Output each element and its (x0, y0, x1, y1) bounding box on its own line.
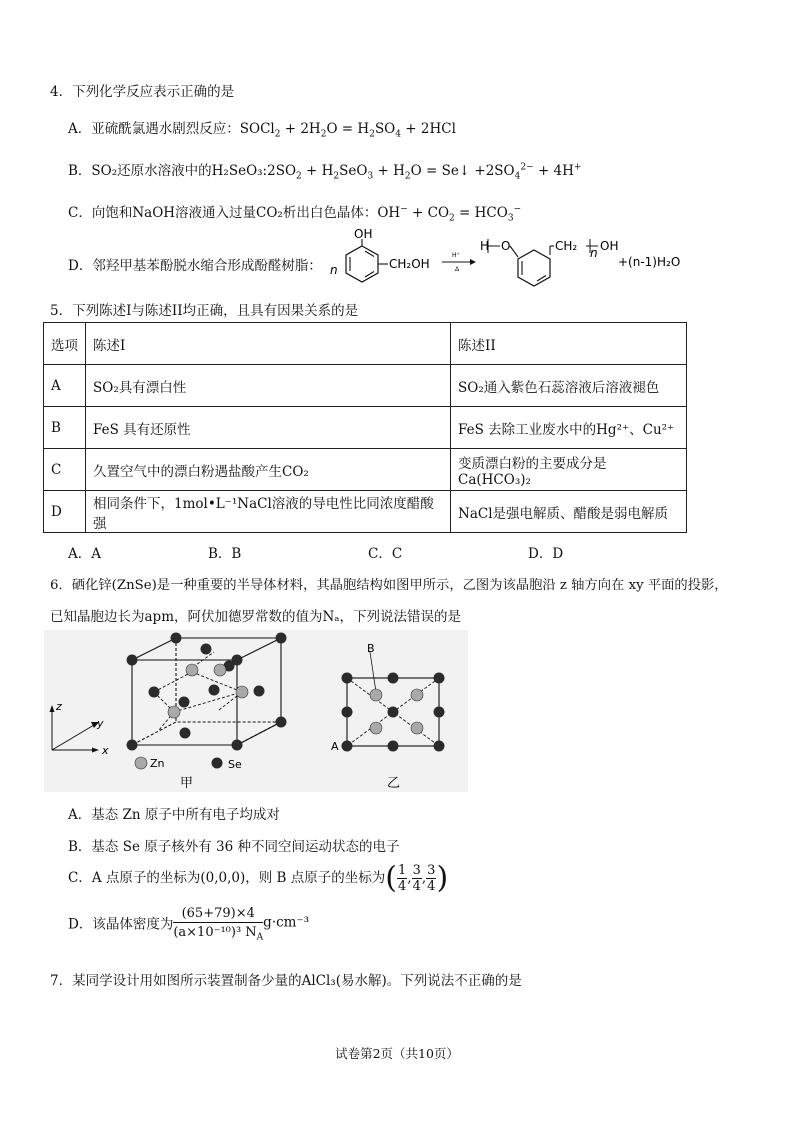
q4-option-c-label: C．向饱和NaOH溶液通入过量CO₂析出白色晶体： (68, 205, 378, 221)
table-header-cell: 选项 (44, 323, 86, 365)
point-a-label: A (331, 740, 339, 753)
q5-answer-b: B．B (208, 546, 242, 562)
legend-se-label: Se (228, 758, 242, 771)
q6-option-c-pre: C．A 点原子的坐标为 (68, 870, 201, 886)
table-header-row (44, 323, 687, 365)
figure-background (44, 630, 468, 792)
reactant-ch2oh: CH₂OH (389, 257, 430, 271)
table-header-cell: 陈述II (451, 323, 687, 365)
reactant-oh: OH (354, 227, 373, 241)
product-ch2: CH₂ (555, 239, 578, 253)
q4-option-c-equation: $OH^- + CO_2 = HCO_3^-$ (377, 204, 522, 224)
q4-option-a-label: A．亚硫酰氯遇水剧烈反应： (68, 121, 240, 137)
q6-option-c: C．A 点原子的坐标为(0,0,0)，则 B 点原子的坐标为( $\frac{1}{4}$ , $\frac{3}{4}$ , $\frac{3}{4}$ ) (68, 860, 449, 896)
product-o: O (501, 239, 511, 253)
q4-stem: 4．下列化学反应表示正确的是 (50, 84, 235, 100)
figure-label-jia: 甲 (180, 776, 194, 791)
q6-option-b: B．基态 Se 原子核外有 36 种不同空间运动状态的电子 (68, 839, 400, 855)
axis-z-label: z (56, 700, 62, 713)
q6-stem-line2: 已知晶胞边长为apm，阿伏加德罗常数的值为Nₐ，下列说法错误的是 (50, 609, 462, 625)
density-fraction (173, 905, 264, 943)
table-cell: C (44, 449, 86, 491)
table-row (44, 365, 687, 407)
q4-option-a-equation: SOCl$_2$ + $2H_2O = H_2SO_4 + 2HCl$ (239, 121, 456, 140)
q6-option-d (68, 905, 310, 943)
q5-answer-a: A．A (68, 546, 101, 562)
table-cell: 久置空气中的漂白粉遇盐酸产生CO₂ (86, 449, 451, 491)
product-water: +(n-1)H₂O (618, 255, 681, 269)
zn-legend-icon (135, 757, 147, 769)
arrow-condition-top: H⁺ (452, 252, 460, 259)
q5-answer-c: C．C (368, 546, 403, 562)
q6-option-d-unit: g·cm⁻³ (263, 914, 310, 931)
q5-table (43, 322, 687, 533)
legend-zn-label: Zn (150, 757, 165, 770)
table-cell: 变质漂白粉的主要成分是Ca(HCO₃)₂ (451, 449, 687, 491)
q6-option-d-pre: D．该晶体密度为 (68, 916, 174, 933)
page-footer: 试卷第2页（共10页） (335, 1046, 459, 1061)
frac-1-4: $\frac{1}{4}$ (398, 863, 407, 894)
table-row (44, 407, 687, 449)
se-legend-icon (212, 758, 223, 769)
density-denominator (173, 923, 264, 943)
frac-3-4: $\frac{3}{4}$ (412, 863, 421, 894)
q6-option-c-paren-left: ( (385, 860, 397, 896)
q4-option-b (68, 159, 582, 182)
product-oh: OH (600, 239, 619, 253)
density-denominator-main: (a×10⁻¹⁰)³ N (173, 925, 257, 940)
table-cell: FeS 去除工业废水中的Hg²⁺、Cu²⁺ (451, 407, 687, 449)
table-cell: D (44, 491, 86, 533)
figure-label-yi: 乙 (387, 776, 401, 791)
axis-x-label: x (102, 744, 109, 757)
q6-crystal-figures (44, 630, 468, 792)
table-row (44, 449, 687, 491)
table-cell: FeS 具有还原性 (86, 407, 451, 449)
q6-option-c-mid: ，则 B 点原子的坐标为 (245, 870, 386, 886)
q4-option-b-label: B．SO₂还原水溶液中的H₂SeO₃: (68, 163, 268, 179)
q6-option-c-coord: (0,0,0) (200, 870, 246, 886)
table-cell: 相同条件下，1mol•L⁻¹NaCl溶液的导电性比同浓度醋酸强 (86, 491, 451, 533)
point-b-label: B (367, 642, 375, 655)
density-denominator-sub: A (256, 932, 264, 943)
q5-answer-d: D．D (528, 546, 564, 562)
product-benzene-ring (518, 250, 550, 286)
q4-option-c (68, 201, 522, 224)
table-cell: B (44, 407, 86, 449)
table-row (44, 491, 687, 533)
reactant-benzene-ring (346, 246, 378, 282)
q7-stem: 7．某同学设计用如图所示装置制备少量的AlCl₃(易水解)。下列说法不正确的是 (50, 973, 522, 989)
q4-option-a (68, 117, 456, 140)
q5-stem: 5．下列陈述I与陈述II均正确，且具有因果关系的是 (50, 303, 359, 319)
table-cell: SO₂通入紫色石蕊溶液后溶液褪色 (451, 365, 687, 407)
arrow-condition-bottom: Δ (455, 266, 460, 273)
table-cell: A (44, 365, 86, 407)
q6-option-a: A．基态 Zn 原子中所有电子均成对 (68, 807, 280, 823)
density-numerator: (65+79)×4 (173, 905, 263, 923)
axis-y-label: y (97, 717, 104, 730)
product-h: H (480, 239, 490, 253)
frac-3-4: $\frac{3}{4}$ (427, 863, 436, 894)
q4-option-d-structure (328, 226, 688, 288)
reactant-n: n (330, 263, 338, 277)
table-header-cell: 陈述I (86, 323, 451, 365)
q6-option-c-paren-right: ) (436, 860, 449, 896)
q6-stem-line1: 6．硒化锌(ZnSe)是一种重要的半导体材料，其晶胞结构如图甲所示，乙图为该晶胞沿 z 轴方向在 xy 平面的投影， (50, 578, 728, 593)
product-n: n (590, 246, 598, 260)
q4-option-d-label: D．邻羟甲基苯酚脱水缩合形成酚醛树脂： (68, 258, 322, 274)
table-cell: NaCl是强电解质、醋酸是弱电解质 (451, 491, 687, 533)
q4-option-b-equation: $2SO_2 + H_2SeO_3 + H_2O$ = Se↓ $+2SO_4^{2-} + 4H^+$ (267, 162, 582, 182)
table-cell: SO₂具有漂白性 (86, 365, 451, 407)
